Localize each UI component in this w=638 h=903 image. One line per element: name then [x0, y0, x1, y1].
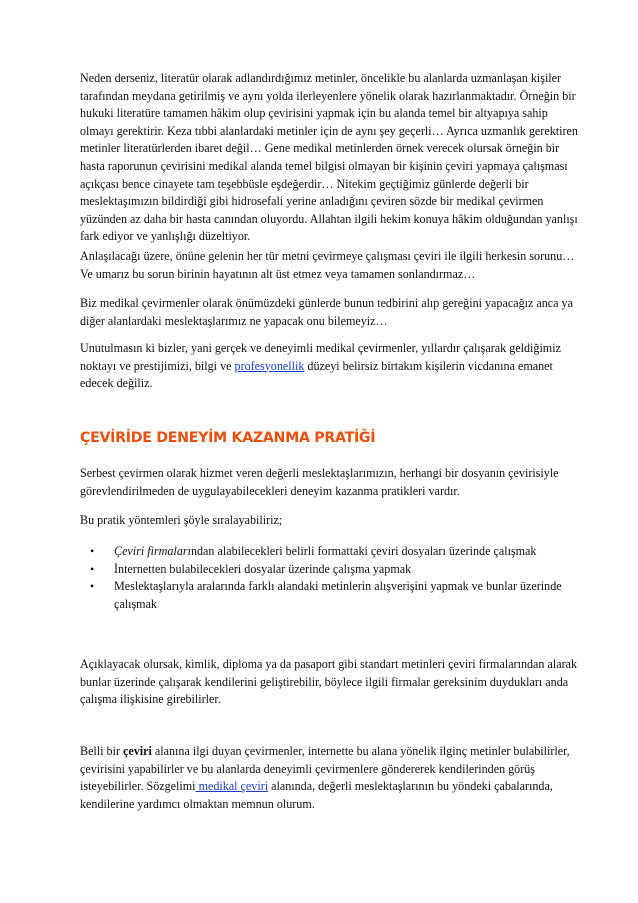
- paragraph-professionalism-end: düzeyi belirsiz birtakım kişilerin vicdanına emanet edecek değiliz.: [80, 358, 553, 391]
- paragraph-medical-translators: [80, 295, 580, 330]
- paragraph-methods-intro: Bu pratik yöntemleri şöyle sıralayabiliriz;: [80, 513, 283, 527]
- ceviri-bold-text: çeviri: [123, 744, 152, 758]
- paragraph-interest-start: Belli bir: [80, 744, 123, 758]
- paragraph-professionalism-start: Unutulmasın ki bizler, yani gerçek ve deneyimli medikal çevirmenler, yıllardır çalışarak geldiğimiz noktayı ve prestijimizi, bilgi ve: [80, 341, 561, 373]
- section-heading: ÇEVİRİDE DENEYİM KAZANMA PRATİĞİ: [80, 430, 376, 446]
- list-item: [80, 543, 580, 561]
- paragraph-explanation: Açıklayacak olursak, kimlik, diploma ya da pasaport gibi standart metinleri çeviri firmalarından alarak bunlar üzerinde çalışarak kendilerini geliştirebilir, böylece ilgili firmalar gereksinim duydukları anda çalışma ilişkisine girebilirler.: [80, 657, 578, 707]
- profesyonellik-link[interactable]: profesyonellik: [234, 358, 305, 373]
- paragraph-literature: Neden derseniz, literatür olarak adlandırdığımız metinler, öncelikle bu alanlarda uzmanlaşan kişiler tarafından meydana getirilmiş ve aynı yolda ilerleyenlere yönelik olarak hazırlanmaktadır. Örneğin bir hukuki literatüre tamamen hâkim olup çevirisini yapmak için bu alanda temel bir altyapıya sahip olmayı gerektirir. Keza tıbbi alanlardaki metinler için de aynı şey geçerli… Ayrıca uzmanlık gerektiren metinler literatürlerden ibaret değil… Gene medikal metinlerden örnek verecek olursak örneğin bir hasta raporunun çevirisini medikal alanda temel bilgisi olmayan bir kişinin çeviri yapmaya çalışması açıkçası bence cinayete tam teşebbüsle eşdeğerdir… Nitekim geçtiğimiz günlerde değerli bir meslektaşımızın bildirdiği gibi hidrosefali yerine anladığını çeviren sözde bir medikal çevirmen yüzünden az daha bir hasta canından oluyordu. Allahtan ilgili hekim konuya hâkim olduğundan yanlışı fark ediyor ve yanlışlığı düzeltiyor.: [80, 71, 578, 244]
- paragraph-interest-end: alanında, değerli meslektaşlarının bu yöndeki çabalarında, kendilerine yardımcı olmaktan memnun olurum.: [80, 779, 553, 811]
- methods-list: [80, 543, 580, 613]
- list-item: [80, 561, 580, 579]
- paragraph-interest-middle: alanına ilgi duyan çevirmenler, internette bu alana yönelik ilginç metinler bulabilirler, çevirisini yapabilirler ve bu alanlarda deneyimli çevirmenlere göndererek kendilerinden görüş isteyebilirler. Sözgelimi: [80, 744, 570, 794]
- paragraph-freelance: Serbest çevirmen olarak hizmet veren değerli meslektaşlarımızın, herhangi bir dosyanın çevirisiyle görevlendirilmeden de uygulayabilecekleri deneyim kazanma pratikleri vardır.: [80, 466, 559, 498]
- medikal-ceviri-link[interactable]: medikal çeviri: [195, 779, 269, 794]
- list-item-text: İnternetten bulabilecekleri dosyalar üzerinde çalışma yapmak: [114, 561, 412, 576]
- paragraph-medical-translators-text: Biz medikal çevirmenler olarak önümüzdeki günlerde bunun tedbirini alıp gereğini yapacağız anca ya diğer alanlardaki meslektaşlarımız ne yapacak onu bilemeyiz…: [80, 296, 573, 328]
- list-item-text: ndan alabilecekleri belirli formattaki çeviri dosyaları üzerinde çalışmak: [190, 544, 537, 558]
- list-item-text: Meslektaşlarıyla aralarında farklı alandaki metinlerin alışverişini yapmak ve bunlar üzerinde çalışmak: [114, 579, 562, 611]
- paragraph-interest: [80, 743, 580, 813]
- list-item: [80, 578, 580, 613]
- paragraph-problem: Anlaşılacağı üzere, önüne gelenin her tür metni çevirmeye çalışması çeviri ile ilgili herkesin sorunu… Ve umarız bu sorun birinin hayatının alt üst etmez veya tamamen sonlandırmaz…: [80, 249, 575, 281]
- translation-firms-text: Çeviri firmaları: [114, 544, 191, 558]
- paragraph-professionalism: [80, 340, 580, 393]
